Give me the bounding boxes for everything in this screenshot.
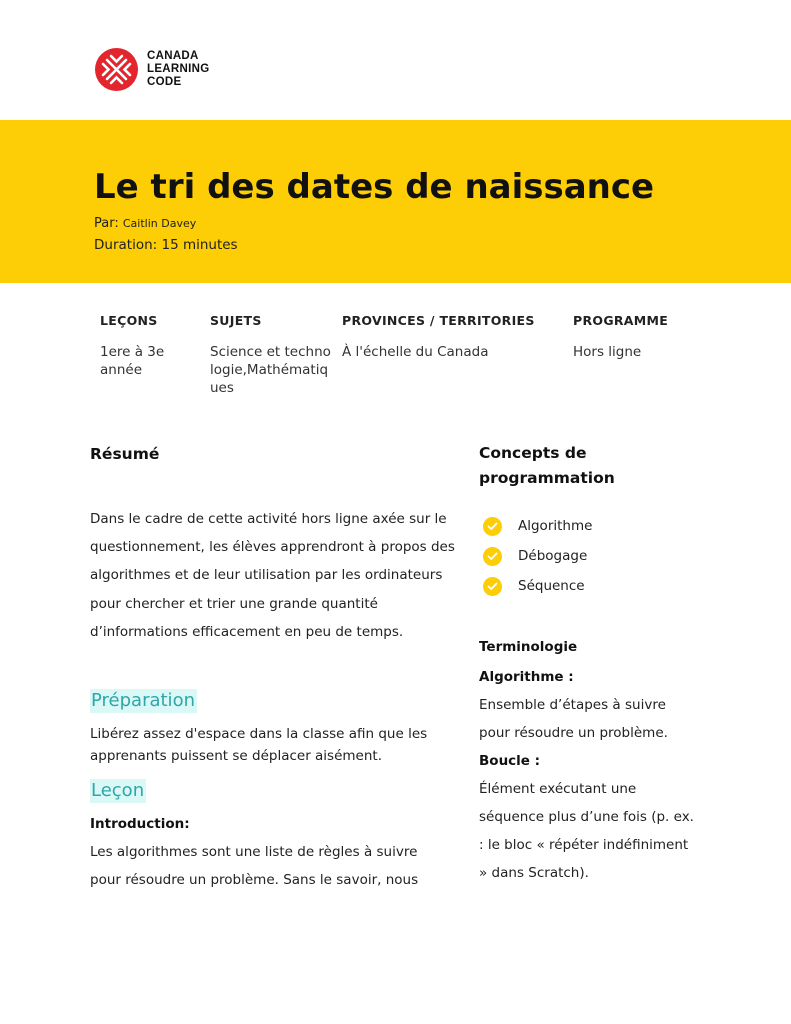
meta-lessons-label: LEÇONS (100, 313, 158, 328)
meta-program-value: Hors ligne (573, 344, 642, 360)
summary-heading: Résumé (90, 445, 160, 463)
summary-text: Dans le cadre de cette activité hors ligne axée sur le questionnement, les élèves apprendront à propos des algorithmes et de leur utilisation par les ordinateurs pour chercher et trier une grande quantité d’informations efficacement en peu de temps. (90, 511, 455, 640)
terminology-heading: Terminologie (479, 639, 578, 655)
lesson-section (90, 779, 470, 803)
introduction-text: Les algorithmes sont une liste de règles à suivre pour résoudre un problème. Sans le savoir, nous (90, 844, 419, 888)
concept-label: Séquence (518, 578, 585, 594)
concepts-list (479, 511, 719, 601)
lesson-heading: Leçon (91, 780, 145, 801)
concept-label: Débogage (518, 548, 588, 564)
meta-program-label: PROGRAMME (573, 313, 669, 328)
check-circle-icon (483, 577, 502, 596)
introduction-label: Introduction: (90, 816, 190, 832)
check-circle-icon (483, 517, 502, 536)
preparation-section (90, 689, 470, 713)
meta-program (573, 312, 713, 361)
meta-lessons (100, 312, 195, 379)
term-name: Boucle : (479, 753, 541, 769)
preparation-heading: Préparation (91, 690, 195, 711)
concept-item (479, 511, 719, 541)
logo-text (147, 50, 209, 89)
terminology-list (479, 663, 694, 887)
page-title: Le tri des dates de naissance (94, 167, 655, 207)
duration: Duration: 15 minutes (94, 237, 238, 253)
concept-item (479, 571, 719, 601)
check-circle-icon (483, 547, 502, 566)
meta-subjects (210, 312, 332, 397)
logo-mark-icon (95, 48, 138, 91)
canada-learning-code-logo[interactable] (95, 48, 209, 91)
by-label: Par: (94, 216, 119, 231)
preparation-text: Libérez assez d'espace dans la classe afin que les apprenants puissent se déplacer aisément. (90, 726, 428, 764)
concept-item (479, 541, 719, 571)
meta-provinces-label: PROVINCES / TERRITORIES (342, 313, 535, 328)
concept-label: Algorithme (518, 518, 593, 534)
logo-line-2: LEARNING (147, 63, 210, 75)
term-definition: Élément exécutant une séquence plus d’une fois (p. ex. : le bloc « répéter indéfiniment » dans Scratch). (479, 781, 694, 881)
logo-line-3: CODE (147, 76, 182, 88)
meta-lessons-value: 1ere à 3e année (100, 344, 165, 378)
term-definition: Ensemble d’étapes à suivre pour résoudre un problème. (479, 697, 668, 741)
term-name: Algorithme : (479, 669, 574, 685)
concepts-heading: Concepts de programmation (479, 444, 615, 487)
meta-subjects-label: SUJETS (210, 313, 262, 328)
author-name: Caitlin Davey (122, 217, 197, 230)
meta-subjects-value: Science et technologie,Mathématiques (210, 344, 331, 396)
logo-line-1: CANADA (147, 50, 199, 62)
meta-provinces (342, 312, 557, 361)
byline (94, 215, 196, 233)
meta-provinces-value: À l'échelle du Canada (342, 344, 489, 360)
